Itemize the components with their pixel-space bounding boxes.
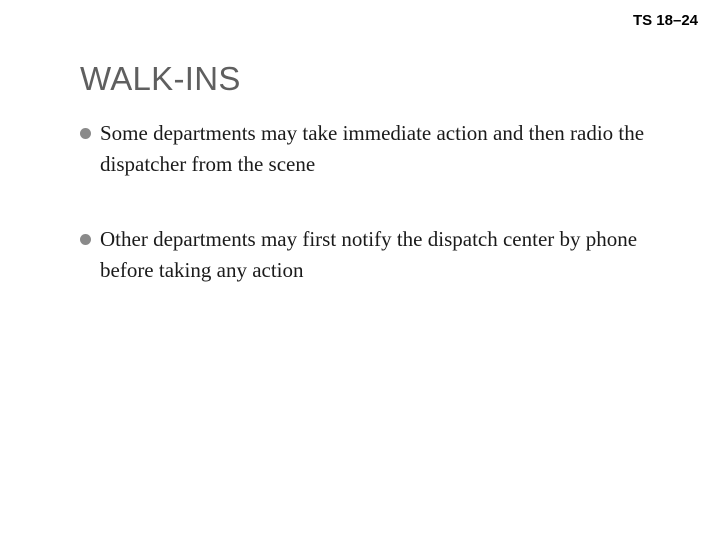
- bullet-dot-icon: [80, 128, 91, 139]
- slide-title: WALK-INS: [80, 60, 241, 97]
- bullet-item: [80, 224, 690, 286]
- slide-number: TS 18–24: [632, 12, 698, 29]
- bullet-list: [80, 118, 690, 286]
- bullet-item: [80, 118, 690, 180]
- bullet-dot-icon: [80, 234, 91, 245]
- bullet-text: Some departments may take immediate action and then radio the dispatcher from the scene: [100, 121, 645, 176]
- bullet-text: Other departments may first notify the dispatch center by phone before taking any action: [100, 227, 638, 282]
